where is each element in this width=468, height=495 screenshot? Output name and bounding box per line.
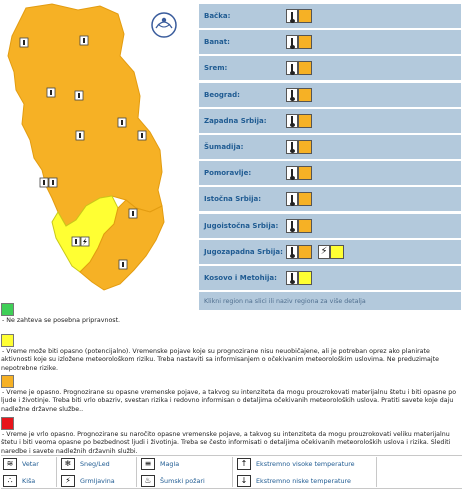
region-row[interactable]: [199, 214, 461, 238]
warning-level-swatch: [298, 271, 312, 285]
icon-legend-item: [61, 456, 110, 472]
icon-legend-label: Šumski požari: [160, 477, 205, 485]
region-name-link[interactable]: Istočna Srbija:: [204, 195, 262, 204]
icon-legend-label: Magla: [160, 460, 180, 468]
icon-legend-label: Ekstremno niske temperature: [256, 477, 351, 485]
warning-level-swatch: [298, 166, 312, 180]
warning-item: [286, 88, 312, 102]
low-temperature-icon: ↓: [237, 475, 251, 487]
warning-level-swatch: [298, 219, 312, 233]
icon-legend-item: [3, 473, 35, 489]
warning-level-swatch: [298, 35, 312, 49]
icon-legend-item: [237, 473, 351, 489]
region-name-link[interactable]: Zapadna Srbija:: [204, 116, 267, 125]
warning-level-swatch: [298, 140, 312, 154]
warning-level-swatch: [298, 245, 312, 259]
warning-level-swatch: [298, 192, 312, 206]
legend-color-swatch: [1, 375, 14, 388]
warning-item: [286, 271, 312, 285]
region-name-link[interactable]: Jugoistočna Srbija:: [204, 221, 279, 230]
icon-legend-label: Sneg/Led: [80, 460, 110, 468]
thermometer-icon: [286, 9, 298, 23]
legend-color-swatch: [1, 417, 14, 430]
region-name-link[interactable]: Kosovo i Metohija:: [204, 273, 277, 282]
warning-level-swatch: [298, 61, 312, 75]
icon-legend-item: [3, 456, 39, 472]
region-warning-icons: [286, 192, 318, 206]
thermometer-icon: [286, 35, 298, 49]
warning-item: [286, 245, 312, 259]
region-row[interactable]: [199, 266, 461, 290]
warning-item: [286, 166, 312, 180]
thermometer-icon: [286, 140, 298, 154]
map-thermometer-icon: [119, 260, 127, 269]
column-separator: [376, 457, 377, 487]
thermometer-icon: [286, 88, 298, 102]
region-warning-icons: [286, 219, 318, 233]
icon-legend-label: Ekstremno visoke temperature: [256, 460, 355, 468]
region-name-link[interactable]: Bačka:: [204, 12, 231, 20]
thermometer-icon: [286, 114, 298, 128]
region-row[interactable]: [199, 4, 461, 28]
legend-text: - Vreme može biti opasno (potencijalno). Vremenske pojave koje su prognozirane nisu neuobičajene, ali je potreban oprez ako planirate aktivnosti koje su izložene meteorološkom riziku. Treba nastaviti sa informisanjem o očekivanim meteorološkim uslovima. Ne preduzimajte nepotrebne rizike.: [1, 348, 439, 372]
warning-item: [286, 140, 312, 154]
hint-text: Klikni region na slici ili naziv regiona za više detalja: [204, 297, 366, 305]
region-name-link[interactable]: Srem:: [204, 64, 228, 73]
warning-level-swatch: [298, 88, 312, 102]
warning-item: [318, 245, 344, 259]
map-thermometer-icon: [138, 131, 146, 140]
icon-legend-label: Vetar: [22, 460, 39, 468]
warning-item: [286, 61, 312, 75]
map-thermometer-icon: [75, 91, 83, 100]
region-warning-icons: [286, 88, 318, 102]
region-row[interactable]: [199, 83, 461, 107]
thermometer-icon: [286, 166, 298, 180]
legend-text: - Vreme je opasno. Prognozirane su opasne vremenske pojave, a takvog su intenziteta da mogu prouzrokovati materijalnu štetu i biti opasne po ljude i životinje. Treba biti vrlo obazriv, svestan rizika i redovno informisan o detaljima očekivanih meteoroloških uslova. Pratiti savete koje daju nadležne državne službe..: [1, 389, 457, 413]
warning-level-swatch: [298, 114, 312, 128]
region-row[interactable]: [199, 109, 461, 133]
fog-icon: ≡: [141, 458, 155, 470]
map-thermometer-icon: [49, 178, 57, 187]
icon-legend-label: Grmljavina: [80, 477, 115, 485]
thermometer-icon: [286, 219, 298, 233]
region-warning-table: [199, 4, 461, 312]
warning-item: [286, 35, 312, 49]
map-thermometer-icon: [76, 131, 84, 140]
region-name-link[interactable]: Banat:: [204, 38, 230, 47]
high-temperature-icon: ↑: [237, 458, 251, 470]
phenomena-icon-legend: [1, 455, 462, 489]
warning-item: [286, 114, 312, 128]
map-thermometer-icon: [129, 209, 137, 218]
legend-color-swatch: [1, 334, 14, 347]
snow-ice-icon: ❄: [61, 458, 75, 470]
wind-icon: ≋: [3, 458, 17, 470]
forest-fire-icon: ♨: [141, 475, 155, 487]
legend-item-orange: [1, 375, 461, 414]
region-name-link[interactable]: Šumadija:: [204, 142, 244, 151]
region-row[interactable]: [199, 161, 461, 185]
thermometer-icon: [286, 61, 298, 75]
region-warning-icons: [286, 9, 318, 23]
legend-item-red: [1, 417, 461, 456]
region-warning-icons: [286, 245, 350, 259]
icon-legend-item: [141, 456, 179, 472]
region-warning-icons: [286, 35, 318, 49]
column-separator: [56, 457, 57, 487]
thermometer-icon: [286, 245, 298, 259]
region-warning-icons: [286, 166, 318, 180]
map-thermometer-icon: [80, 36, 88, 45]
icon-legend-item: [61, 473, 115, 489]
region-row[interactable]: [199, 30, 461, 54]
map-thermometer-icon: [47, 88, 55, 97]
icon-legend-item: [237, 456, 355, 472]
warning-level-swatch: [330, 245, 344, 259]
column-separator: [136, 457, 137, 487]
region-row[interactable]: [199, 187, 461, 211]
region-warning-icons: [286, 271, 318, 285]
serbia-warning-map: [0, 0, 200, 300]
thunderstorm-icon: ⚡: [61, 475, 75, 487]
icon-legend-item: [141, 473, 205, 489]
legend-color-swatch: [1, 303, 14, 316]
map-thermometer-icon: [40, 178, 48, 187]
rain-icon: ∴: [3, 475, 17, 487]
region-warning-icons: [286, 114, 318, 128]
warning-level-swatch: [298, 9, 312, 23]
icon-legend-label: Kiša: [22, 477, 36, 485]
region-name-link[interactable]: Pomoravlje:: [204, 169, 252, 178]
map-thermometer-icon: [118, 118, 126, 127]
rhmz-logo-icon: [152, 13, 176, 37]
thermometer-icon: [286, 271, 298, 285]
warning-item: [286, 192, 312, 206]
legend-text: - Vreme je vrlo opasno. Prognozirane su naročito opasne vremenske pojave, a takvog su intenziteta da mogu prouzrokovati veliku materijalnu štetu i biti veoma opasne po bezbednost ljudi i životinja. Treba se često informisati o detaljima očekivanih meteoroloških uslova i rizika. Slediti naredbe i savete nadležnih državnih službi.: [1, 431, 451, 455]
region-name-link[interactable]: Beograd:: [204, 90, 240, 99]
warning-item: [286, 9, 312, 23]
region-warning-icons: [286, 140, 318, 154]
legend-text: - Ne zahteva se posebna pripravnost.: [2, 317, 121, 324]
region-warning-icons: [286, 61, 318, 75]
region-row[interactable]: [199, 135, 461, 159]
warning-item: [286, 219, 312, 233]
legend-item-yellow: [1, 334, 461, 373]
thunderstorm-icon: ⚡: [318, 245, 330, 259]
column-separator: [232, 457, 233, 487]
legend-item-green: [1, 303, 461, 325]
thermometer-icon: [286, 192, 298, 206]
map-thunderstorm-icon: [81, 237, 89, 246]
map-thermometer-icon: [20, 38, 28, 47]
region-row[interactable]: [199, 56, 461, 80]
map-thermometer-icon: [72, 237, 80, 246]
region-row[interactable]: [199, 240, 461, 264]
region-name-link[interactable]: Jugozapadna Srbija:: [204, 247, 283, 256]
